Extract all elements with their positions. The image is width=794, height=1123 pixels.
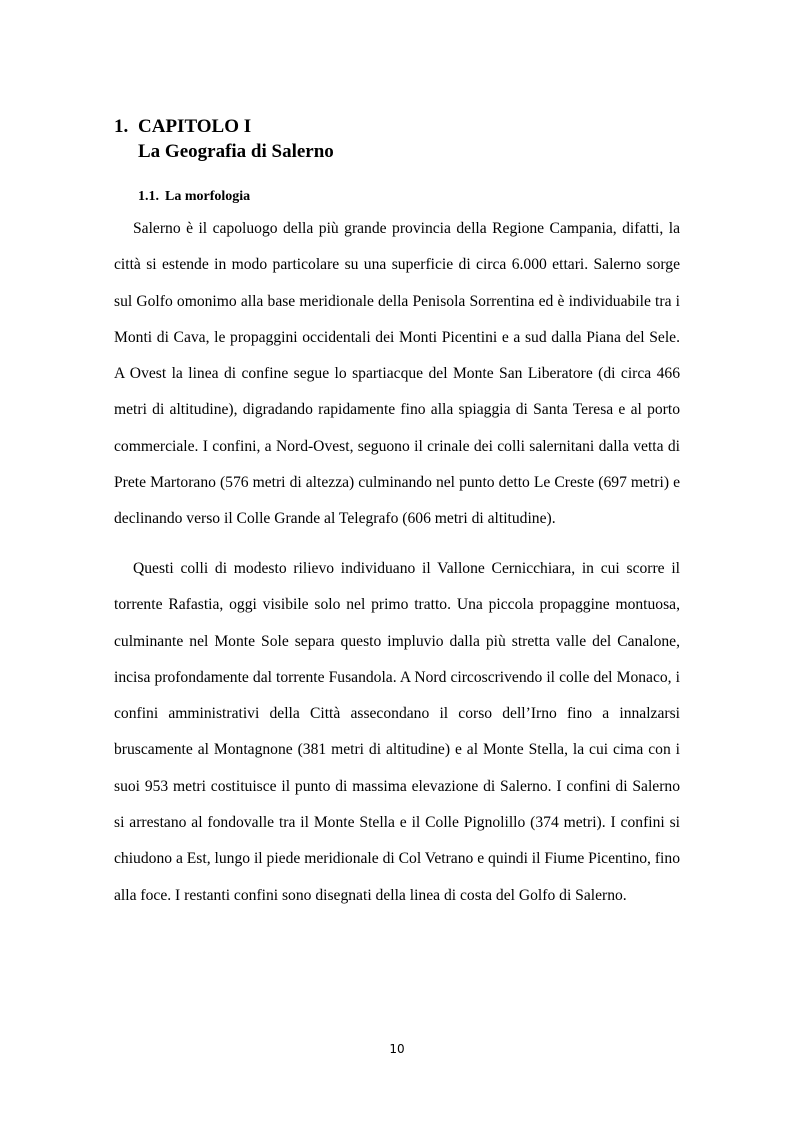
chapter-subtitle: La Geografia di Salerno <box>138 141 334 162</box>
body-paragraph: Questi colli di modesto rilievo individuano il Vallone Cernicchiara, in cui scorre il torrente Rafastia, oggi visibile solo nel primo tratto. Una piccola propaggine montuosa, culminante nel Monte Sole separa questo impluvio dalla più stretta valle del Canalone, incisa profondamente dal torrente Fusandola. A Nord circoscrivendo il colle del Monaco, i confini amministrativi della Città assecondano il corso dell’Irno fino a innalzarsi bruscamente al Montagnone (381 metri di altitudine) e al Monte Stella, la cui cima con i suoi 953 metri costituisce il punto di massima elevazione di Salerno. I confini di Salerno si arrestano al fondovalle tra il Monte Stella e il Colle Pignolillo (374 metri). I confini si chiudono a Est, lungo il piede meridionale di Col Vetrano e quindi il Fiume Picentino, fino alla foce. I restanti confini sono disegnati della linea di costa del Golfo di Salerno. <box>114 560 680 904</box>
chapter-heading <box>114 114 334 164</box>
section-number: 1.1. <box>138 189 159 204</box>
section-title: La morfologia <box>165 189 251 204</box>
section-heading <box>138 188 250 206</box>
chapter-number: 1. <box>114 116 129 137</box>
chapter-title: CAPITOLO I <box>138 116 252 137</box>
body-paragraph: Salerno è il capoluogo della più grande provincia della Regione Campania, difatti, la città si estende in modo particolare su una superficie di circa 6.000 ettari. Salerno sorge sul Golfo omonimo alla base meridionale della Penisola Sorrentina ed è individuabile tra i Monti di Cava, le propaggini occidentali dei Monti Picentini e a sud dalla Piana del Sele. A Ovest la linea di confine segue lo spartiacque del Monte San Liberatore (di circa 466 metri di altitudine), digradando rapidamente fino alla spiaggia di Santa Teresa e al porto commerciale. I confini, a Nord-Ovest, seguono il crinale dei colli salernitani dalla vetta di Prete Martorano (576 metri di altezza) culminando nel punto detto Le Creste (697 metri) e declinando verso il Colle Grande al Telegrafo (606 metri di altitudine). <box>114 220 680 528</box>
page-number: 10 <box>389 1042 405 1056</box>
